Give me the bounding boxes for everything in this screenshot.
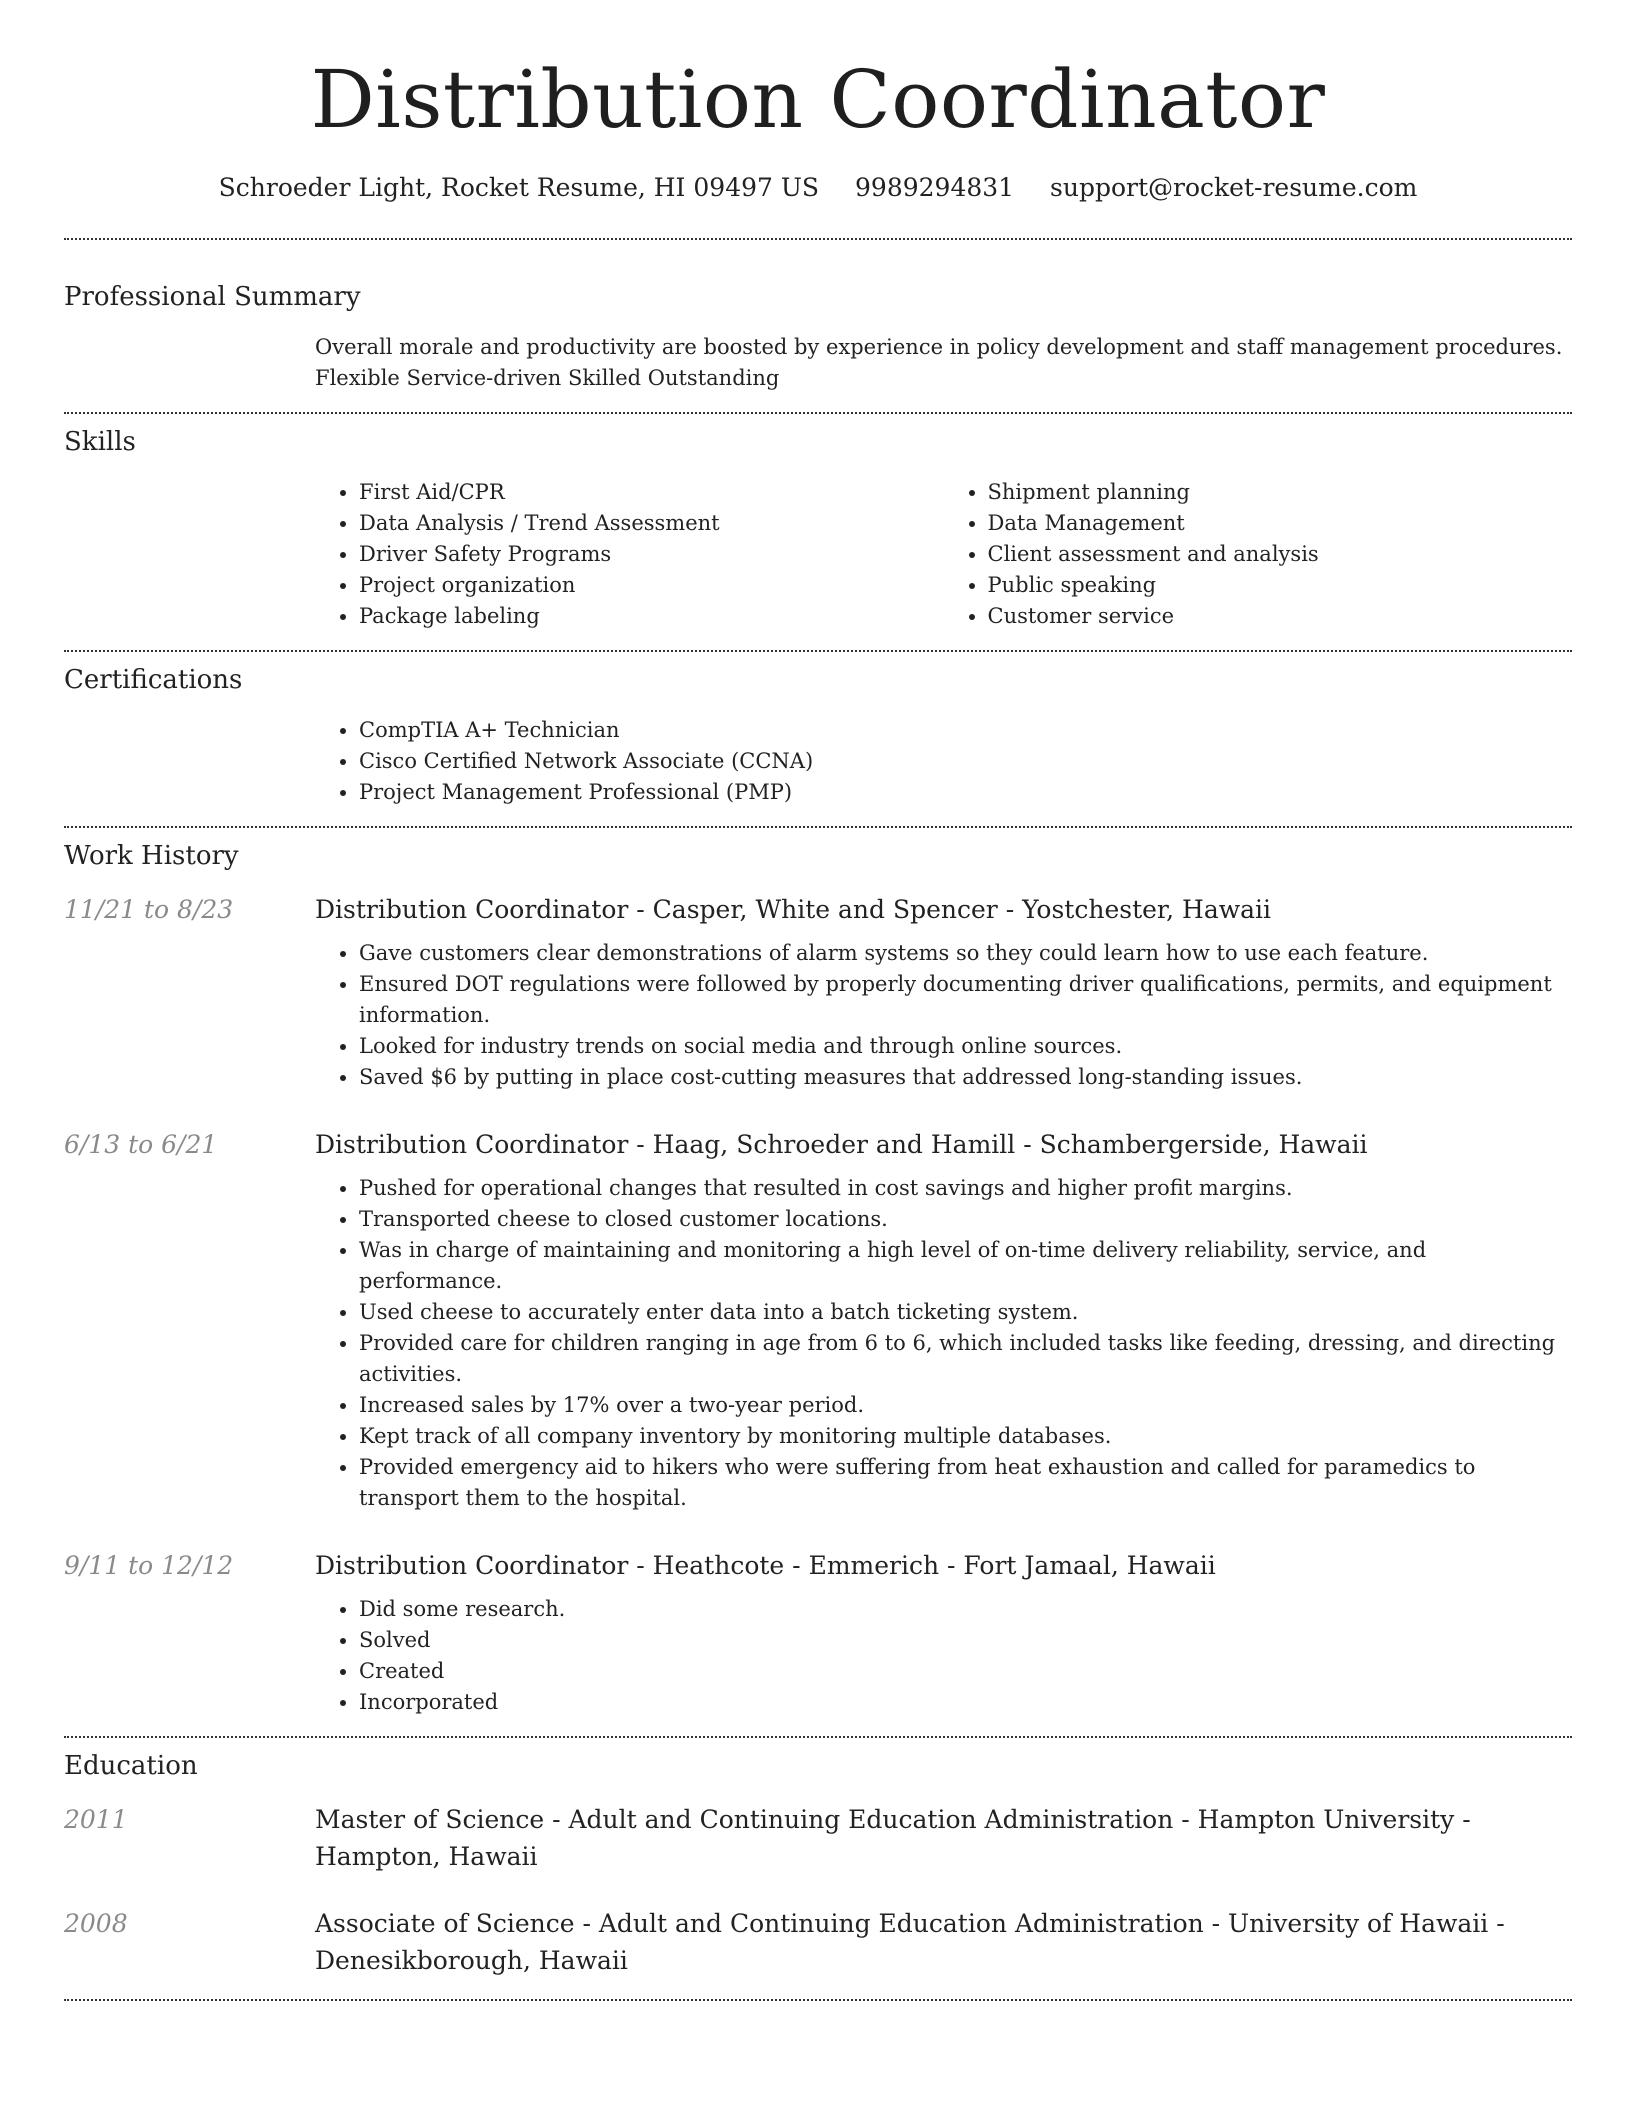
divider [64,826,1572,828]
job-bullet: • Provided care for children ranging in age from 6 to 6, which included tasks like feeding, dressing, and directing activities. [359,1328,1572,1390]
education-degree: Associate of Science - Adult and Continuing Education Administration - University of Hawaii - Denesikborough, Hawaii [315,1909,1505,1975]
skills-right-list [944,477,1573,632]
job-bullet: • Increased sales by 17% over a two-year period. [359,1390,1572,1421]
skill-item: • Shipment planning [988,477,1573,508]
skills-left-list [315,477,944,632]
job-bullet: • Pushed for operational changes that resulted in cost savings and higher profit margins. [359,1173,1572,1204]
job-dates: 11/21 to 8/23 [64,895,234,924]
resume-name: Distribution Coordinator [310,53,1326,146]
divider [64,1999,1572,2001]
job-bullet: • Saved $6 by putting in place cost-cutting measures that addressed long-standing issues. [359,1062,1572,1093]
education-title: Education [64,1751,198,1781]
contact-address: Schroeder Light, Rocket Resume, HI 09497 US [218,173,820,202]
job-bullet: • Used cheese to accurately enter data into a batch ticketing system. [359,1297,1572,1328]
education-section [64,1749,1572,1979]
skill-item: • Package labeling [359,601,944,632]
job-bullet: • Did some research. [359,1594,1572,1625]
skill-item: • Driver Safety Programs [359,539,944,570]
job-title: Distribution Coordinator - Heathcote - Emmerich - Fort Jamaal, Hawaii [315,1551,1216,1580]
job-bullet: • Incorporated [359,1687,1572,1718]
certifications-title: Certifications [64,665,243,695]
certifications-list [315,715,1572,808]
job-bullets [315,1173,1572,1514]
contact-email: support@rocket-resume.com [1050,173,1418,202]
job-dates: 9/11 to 12/12 [64,1551,234,1580]
education-degree: Master of Science - Adult and Continuing Education Administration - Hampton University - Hampton, Hawaii [315,1805,1471,1871]
job-details [315,891,1572,1093]
job-bullet: • Provided emergency aid to hikers who were suffering from heat exhaustion and called for paramedics to transport them to the hospital. [359,1452,1572,1514]
job-bullet: • Gave customers clear demonstrations of alarm systems so they could learn how to use each feature. [359,938,1572,969]
certifications-section [64,663,1572,808]
job-title: Distribution Coordinator - Casper, White and Spencer - Yostchester, Hawaii [315,895,1272,924]
skill-item: • Public speaking [988,570,1573,601]
skill-item: • Customer service [988,601,1573,632]
contact-phone: 9989294831 [855,173,1015,202]
contact-line [64,172,1572,204]
certification-item: • CompTIA A+ Technician [359,715,1572,746]
summary-text: Overall morale and productivity are boosted by experience in policy development and staff management procedures. Flexible Service-driven Skilled Outstanding [315,335,1563,390]
job-details [315,1547,1572,1718]
job-title: Distribution Coordinator - Haag, Schroeder and Hamill - Schambergerside, Hawaii [315,1130,1368,1159]
skill-item: • Data Analysis / Trend Assessment [359,508,944,539]
certification-item: • Cisco Certified Network Associate (CCNA) [359,746,1572,777]
divider [64,238,1572,240]
job-entry [64,891,1572,1093]
divider [64,412,1572,414]
job-bullets [315,938,1572,1093]
job-details [315,1126,1572,1514]
education-entry [64,1801,1572,1875]
job-bullet: • Looked for industry trends on social media and through online sources. [359,1031,1572,1062]
skill-item: • Data Management [988,508,1573,539]
work-section [64,839,1572,1718]
divider [64,1736,1572,1738]
work-title: Work History [64,841,239,871]
education-year: 2008 [64,1909,128,1938]
summary-title: Professional Summary [64,282,361,312]
certifications-body [315,715,1572,808]
divider [64,650,1572,652]
skills-title: Skills [64,427,136,457]
skill-item: • First Aid/CPR [359,477,944,508]
job-bullet: • Was in charge of maintaining and monitoring a high level of on-time delivery reliability, service, and performance. [359,1235,1572,1297]
resume-page [64,0,1572,2001]
job-entry [64,1126,1572,1514]
job-bullet: • Created [359,1656,1572,1687]
job-entry [64,1547,1572,1718]
skills-grid [315,477,1572,632]
skill-item: • Project organization [359,570,944,601]
job-bullet: • Ensured DOT regulations were followed by properly documenting driver qualifications, permits, and equipment information. [359,969,1572,1031]
job-bullet: • Solved [359,1625,1572,1656]
summary-section [64,280,1572,394]
skill-item: • Client assessment and analysis [988,539,1573,570]
education-entry [64,1905,1572,1979]
certification-item: • Project Management Professional (PMP) [359,777,1572,808]
skills-section [64,425,1572,632]
job-dates: 6/13 to 6/21 [64,1130,218,1159]
education-year: 2011 [64,1805,128,1834]
job-bullet: • Transported cheese to closed customer locations. [359,1204,1572,1235]
job-bullet: • Kept track of all company inventory by monitoring multiple databases. [359,1421,1572,1452]
job-bullets [315,1594,1572,1718]
